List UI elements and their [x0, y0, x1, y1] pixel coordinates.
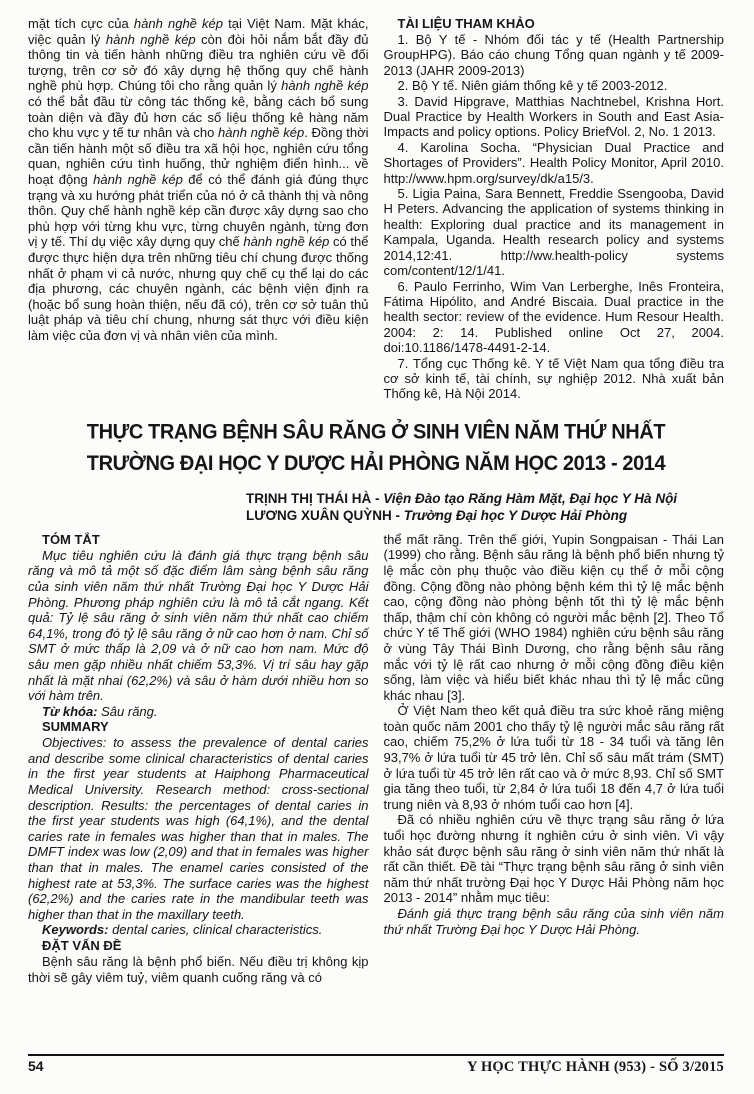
body-paragraph: thể mất răng. Trên thế giới, Yupin Songpaisan - Thái Lan (1999) cho rằng. Bệnh sâu răng là bệnh phổ biến nhưng tỷ lệ mắc còn phụ thuộc vào điều kiện cụ thể ở mỗi cộng đồng. Cộng đồng nào phòng bệnh kém thì tỷ lệ mắc bệnh cao, cộng đồng nào phòng bệnh tốt thì tỷ lệ mắc bệnh thấp, thậm chí còn không có người mắc bệnh [2]. Theo Tổ chức Y tế Thế giới (WHO 1984) nghiên cứu bệnh sâu răng ở vùng Tây Thái Bình Dương, cho rằng bệnh sâu răng mắc với tỷ lệ rất cao nhưng ở mỗi cộng đồng điều kiện sống, làm việc và hiểu biết khác nhau thì tỷ lệ mắc cũng khác nhau [3]. [383, 531, 724, 703]
reference-item: 2. Bộ Y tế. Niên giám thống kê y tế 2003-2012. [397, 78, 668, 94]
author-name: LƯƠNG XUÂN QUỲNH [246, 508, 392, 524]
introduction-text: Bệnh sâu răng là bệnh phổ biến. Nếu điều trị không kịp thời sẽ gây viêm tuỷ, viêm quanh cuống răng và có [28, 954, 369, 985]
reference-item: 6. Paulo Ferrinho, Wim Van Lerberghe, Inês Fronteira, Fátima Hipólito, and André Biscaia. Dual practice in the health sector: review of the evidence. Hum Resour Health. 2004: 2: 14. Published online Oct 27, 2004. doi:10.1186/1478-4491-2-14. [383, 278, 724, 356]
references-heading: TÀI LIỆU THAM KHẢO [397, 16, 535, 31]
summary-text: Objectives: to assess the prevalence of dental caries and describe some clinical characteristics of dental caries in the first year students at Haiphong Pharmaceutical Medical University. Research method: cross-sectional description. Results: the percentages of dental caries in the first year students was high (64,1%), and the dental caries rate in females was higher than that in males. The DMFT index was low (2,09) and that in females was higher than that in males. The enamel caries consisted of the highest rate at 53,3%. The surface caries was the highest (62,2%) and the caries rate in the mandibular teeth was higher than that in the maxillary teeth. [28, 735, 369, 922]
page-footer [28, 1054, 724, 1076]
body-objective-paragraph: Đánh giá thực trạng bệnh sâu răng của sinh viên năm thứ nhất Trường Đại học Y Dược Hải Phòng. [383, 906, 724, 937]
author-block [28, 490, 724, 525]
introduction-heading: ĐẶT VẤN ĐỀ [42, 938, 122, 953]
prev-article-closing-paragraph: mặt tích cực của hành nghề kép tại Việt Nam. Mặt khác, việc quản lý hành nghề kép còn đòi hỏi nắm bắt đầy đủ thông tin và tiến hành những điều tra nghiên cứu về đối tượng, trên cơ sở đó xây dựng hệ thống quy chế hành nghề phù hợp. Chúng tôi cho rằng quản lý hành nghề kép có thể bắt đầu từ công tác thống kê, bằng cách bổ sung toàn diện và đầy đủ hơn các số liệu thống kê hàng năm cho khu vực y tế tư nhân và cho hành nghề kép. Đồng thời cần tiến hành một số điều tra xã hội học, nghiên cứu tổng quan, nghiên cứu tình huống, thử nghiệm điển hình... về hoạt động hành nghề kép để có thể đánh giá đúng thực trạng và xu hướng phát triển của nó ở cả thành thị và nông thôn. Quy chế hành nghề kép cần được xây dựng sao cho phù hợp với từng khu vực, từng chuyên ngành, từng đơn vị y tế. Thí dụ việc xây dựng quy chế hành nghề kép có thể được thực hiện dựa trên những tiêu chí chung được thống nhất ở phạm vi cả nước, nhưng quy chế cụ thể lại do các địa phương, các chuyên ngành, các bệnh viện định ra (hoặc bổ sung hoàn thiện, nếu đã có), trên cơ sở tuân thủ luật pháp và tiêu chí chung, nhưng sát thực với điều kiện làm việc của đơn vị và nhân viên của mình. [28, 16, 369, 343]
top-section [28, 16, 724, 402]
reference-item: 5. Ligia Paina, Sara Bennett, Freddie Ssengooba, David H Peters. Advancing the application of systems thinking in health: Exploring dual practice and its management in Kampala, Uganda. Health research policy and systems 2014,12:41. http://ww.health-policy systems com/content/12/1/41. [383, 186, 724, 279]
keywords-vi: Từ khóa: Sâu răng. [42, 703, 158, 719]
author-line [246, 490, 724, 508]
body-paragraph: Đã có nhiều nghiên cứu về thực trạng sâu răng ở lứa tuổi học đường nhưng ít nghiên cứu ở sinh viên. Vì vậy khảo sát được bệnh sâu răng ở sinh viên năm thứ nhất là rất cần thiết. Đề tài “Thực trạng bệnh sâu răng ở sinh viên năm thứ nhất trường Đại học Y Dược Hải Phòng năm học 2013 - 2014” nhằm mục tiêu: [383, 812, 724, 906]
body-paragraph: Ở Việt Nam theo kết quả điều tra sức khoẻ răng miệng toàn quốc năm 2001 cho thấy tỷ lệ người mắc sâu răng rất cao, chiếm 75,2% ở lứa tuổi từ 18 - 34 tuổi và tăng lên 93,7% ở lứa tuổi từ 45 trở lên. Chỉ số sâu mất trám (SMT) ở lứa tuổi từ 45 trở lên rất cao và ở mức 8,93. Chỉ số SMT gia tăng theo tuổi, từ 2,84 ở lứa tuổi 18 đến 4,7 ở lứa tuổi trung niên và 8,93 ở nhóm tuổi cao hơn [4]. [383, 703, 724, 812]
summary-heading: SUMMARY [42, 719, 109, 735]
author-separator: - [391, 508, 404, 524]
reference-item: 1. Bộ Y tế - Nhóm đối tác y tế (Health Partnership GroupHPG). Báo cáo chung Tổng quan ngành y tế 2009-2013 (JAHR 2009-2013) [383, 32, 724, 78]
reference-item: 4. Karolina Socha. “Physician Dual Practice and Shortages of Providers”. Health Policy Monitor, April 2010. http://www.hpm.org/survey/dk/a15/3. [383, 139, 724, 186]
body-column [384, 532, 725, 985]
abstract-heading: TÓM TẮT [42, 531, 100, 547]
author-name: TRỊNH THỊ THÁI HÀ [246, 490, 372, 506]
journal-title: Y HỌC THỰC HÀNH (953) - SỐ 3/2015 [467, 1059, 724, 1076]
abstract-text: Mục tiêu nghiên cứu là đánh giá thực trạng bệnh sâu răng và mô tả một số đặc điểm lâm sàng bệnh sâu răng của sinh viên năm thứ nhất Trường Đại học Y Dược Hải Phòng. Phương pháp nghiên cứu là mô tả cắt ngang. Kết quả: Tỷ lệ sâu răng ở sinh viên năm thứ nhất cao chiếm 64,1%, trong đó tỷ lệ sâu răng ở nữ cao hơn ở nam. Chỉ số SMT ở mức thấp là 2,09 và ở nữ cao hơn nam. Mức độ sâu men gặp nhiều nhất chiếm 53,3%. Vị trí sâu hay gặp nhất là mặt nhai (62,2%) và sâu ở hàm dưới nhiều hơn so với hàm trên. [28, 547, 369, 704]
reference-item: 3. David Hipgrave, Matthias Nachtnebel, Krishna Hort. Dual Practice by Health Workers in South and East Asia- Impacts and policy options. Policy BriefVol. 2, No. 1 2013. [383, 93, 724, 140]
author-line [246, 507, 724, 525]
page-number: 54 [28, 1058, 44, 1075]
references-column [384, 16, 725, 402]
prev-article-column [28, 16, 369, 402]
keywords-en: Keywords: dental caries, clinical characteristics. [42, 922, 323, 938]
author-affiliation: Viện Đào tạo Răng Hàm Mặt, Đại học Y Hà Nội [383, 490, 678, 506]
abstract-column [28, 532, 369, 985]
article-header [28, 418, 724, 525]
article-title-line1: THỰC TRẠNG BỆNH SÂU RĂNG Ở SINH VIÊN NĂM THỨ NHẤT [86, 420, 666, 444]
bottom-section [28, 532, 724, 985]
article-title [28, 416, 724, 479]
author-separator: - [371, 490, 384, 506]
author-affiliation: Trường Đại học Y Dược Hải Phòng [403, 508, 628, 524]
article-title-line2: TRƯỜNG ĐẠI HỌC Y DƯỢC HẢI PHÒNG NĂM HỌC 2013 - 2014 [86, 451, 666, 476]
reference-item: 7. Tổng cục Thống kê. Y tế Việt Nam qua tổng điều tra cơ sở kinh tế, tài chính, sự nghiệp 2012. Nhà xuất bản Thống kê, Hà Nội 2014. [383, 355, 724, 402]
